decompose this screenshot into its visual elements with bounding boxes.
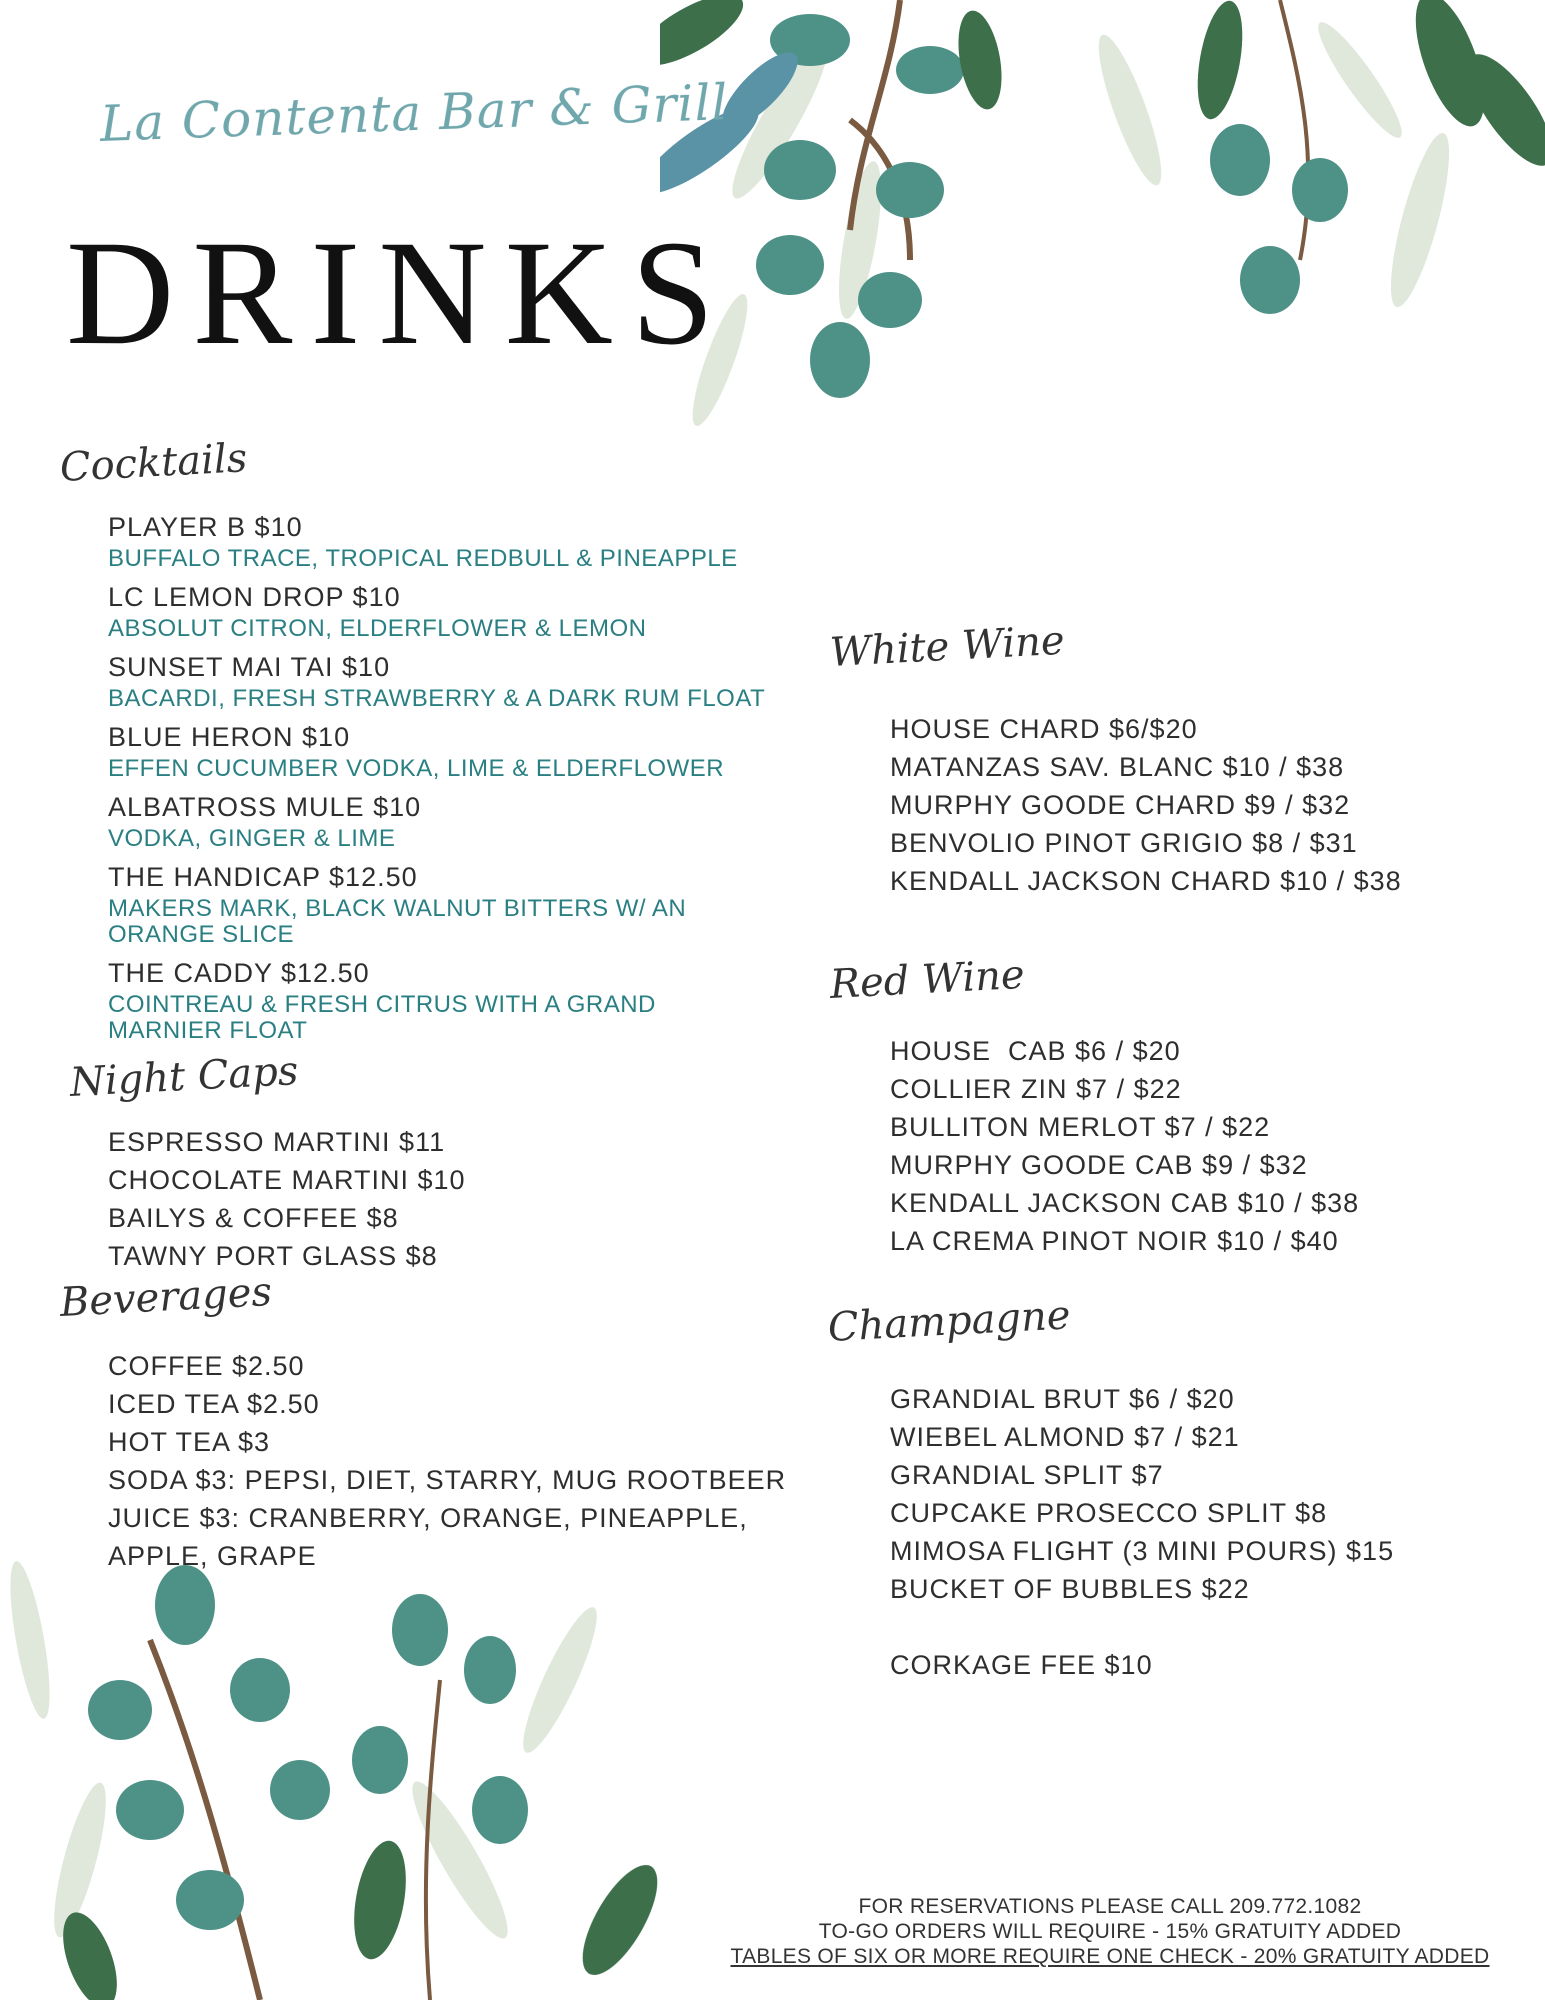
cocktail-description: VODKA, GINGER & LIME: [108, 825, 396, 852]
champagne-item: GRANDIAL SPLIT $7: [890, 1460, 1164, 1490]
corkage-fee: CORKAGE FEE $10: [890, 1650, 1153, 1680]
night-caps-list: [108, 1123, 466, 1275]
night-cap-item: BAILYS & COFFEE $8: [108, 1203, 399, 1233]
red-wine-item: HOUSE CAB $6 / $20: [890, 1036, 1181, 1066]
red-wine-item: COLLIER ZIN $7 / $22: [890, 1074, 1182, 1104]
cocktails-list: [108, 508, 765, 1050]
cocktail-description: MARNIER FLOAT: [108, 1017, 308, 1044]
night-cap-item: TAWNY PORT GLASS $8: [108, 1241, 438, 1271]
champagne-item: BUCKET OF BUBBLES $22: [890, 1574, 1250, 1604]
cocktail-description: EFFEN CUCUMBER VODKA, LIME & ELDERFLOWER: [108, 755, 725, 782]
white-wine-item: KENDALL JACKSON CHARD $10 / $38: [890, 866, 1402, 896]
beverage-item: APPLE, GRAPE: [108, 1541, 317, 1571]
champagne-item: MIMOSA FLIGHT (3 MINI POURS) $15: [890, 1536, 1395, 1566]
white-wine-item: HOUSE CHARD $6/$20: [890, 714, 1198, 744]
beverage-item: JUICE $3: CRANBERRY, ORANGE, PINEAPPLE,: [108, 1503, 748, 1533]
champagne-item: CUPCAKE PROSECCO SPLIT $8: [890, 1498, 1328, 1528]
cocktail-name: THE HANDICAP $12.50: [108, 862, 418, 892]
cocktail-name: ALBATROSS MULE $10: [108, 792, 422, 822]
reservations-note: FOR RESERVATIONS PLEASE CALL 209.772.1082: [858, 1895, 1362, 1918]
beverage-item: HOT TEA $3: [108, 1427, 271, 1457]
footer-notes: [680, 1894, 1540, 1969]
champagne-item: GRANDIAL BRUT $6 / $20: [890, 1384, 1235, 1414]
cocktail-description: COINTREAU & FRESH CITRUS WITH A GRAND: [108, 991, 656, 1018]
night-cap-item: CHOCOLATE MARTINI $10: [108, 1165, 466, 1195]
cocktail-description: BACARDI, FRESH STRAWBERRY & A DARK RUM FLOAT: [108, 685, 766, 712]
white-wine-item: BENVOLIO PINOT GRIGIO $8 / $31: [890, 828, 1358, 858]
red-wine-item: LA CREMA PINOT NOIR $10 / $40: [890, 1226, 1339, 1256]
champagne-heading: Champagne: [826, 1292, 1072, 1351]
champagne-list: [890, 1380, 1394, 1684]
white-wine-list: [890, 710, 1402, 900]
beverage-item: COFFEE $2.50: [108, 1351, 305, 1381]
cocktail-name: SUNSET MAI TAI $10: [108, 652, 391, 682]
white-wine-item: MATANZAS SAV. BLANC $10 / $38: [890, 752, 1345, 782]
eucalyptus-top-illustration: [660, 0, 1545, 440]
beverages-list: [108, 1347, 786, 1575]
beverage-item: SODA $3: PEPSI, DIET, STARRY, MUG ROOTBEER: [108, 1465, 787, 1495]
red-wine-heading: Red Wine: [828, 951, 1026, 1008]
cocktail-description: BUFFALO TRACE, TROPICAL REDBULL & PINEAPPLE: [108, 545, 738, 572]
page-title: DRINKS: [66, 210, 733, 376]
large-party-note: TABLES OF SIX OR MORE REQUIRE ONE CHECK - 20% GRATUITY ADDED: [730, 1945, 1490, 1968]
eucalyptus-bottom-illustration: [0, 1560, 690, 2000]
red-wine-item: MURPHY GOODE CAB $9 / $32: [890, 1150, 1308, 1180]
white-wine-heading: White Wine: [828, 617, 1066, 676]
cocktail-name: PLAYER B $10: [108, 512, 303, 542]
cocktail-name: BLUE HERON $10: [108, 722, 351, 752]
beverages-heading: Beverages: [58, 1268, 274, 1326]
cocktail-name: THE CADDY $12.50: [108, 958, 370, 988]
night-cap-item: ESPRESSO MARTINI $11: [108, 1127, 446, 1157]
cocktail-description: ORANGE SLICE: [108, 921, 295, 948]
beverage-item: ICED TEA $2.50: [108, 1389, 320, 1419]
white-wine-item: MURPHY GOODE CHARD $9 / $32: [890, 790, 1351, 820]
to-go-note: TO-GO ORDERS WILL REQUIRE - 15% GRATUITY ADDED: [818, 1920, 1402, 1943]
restaurant-name: La Contenta Bar & Grill: [98, 73, 730, 153]
cocktail-description: MAKERS MARK, BLACK WALNUT BITTERS W/ AN: [108, 895, 687, 922]
cocktails-heading: Cocktails: [58, 435, 249, 491]
night-caps-heading: Night Caps: [68, 1048, 300, 1106]
red-wine-item: BULLITON MERLOT $7 / $22: [890, 1112, 1271, 1142]
red-wine-list: [890, 1032, 1359, 1260]
cocktail-name: LC LEMON DROP $10: [108, 582, 401, 612]
champagne-item: WIEBEL ALMOND $7 / $21: [890, 1422, 1240, 1452]
red-wine-item: KENDALL JACKSON CAB $10 / $38: [890, 1188, 1360, 1218]
cocktail-description: ABSOLUT CITRON, ELDERFLOWER & LEMON: [108, 615, 647, 642]
